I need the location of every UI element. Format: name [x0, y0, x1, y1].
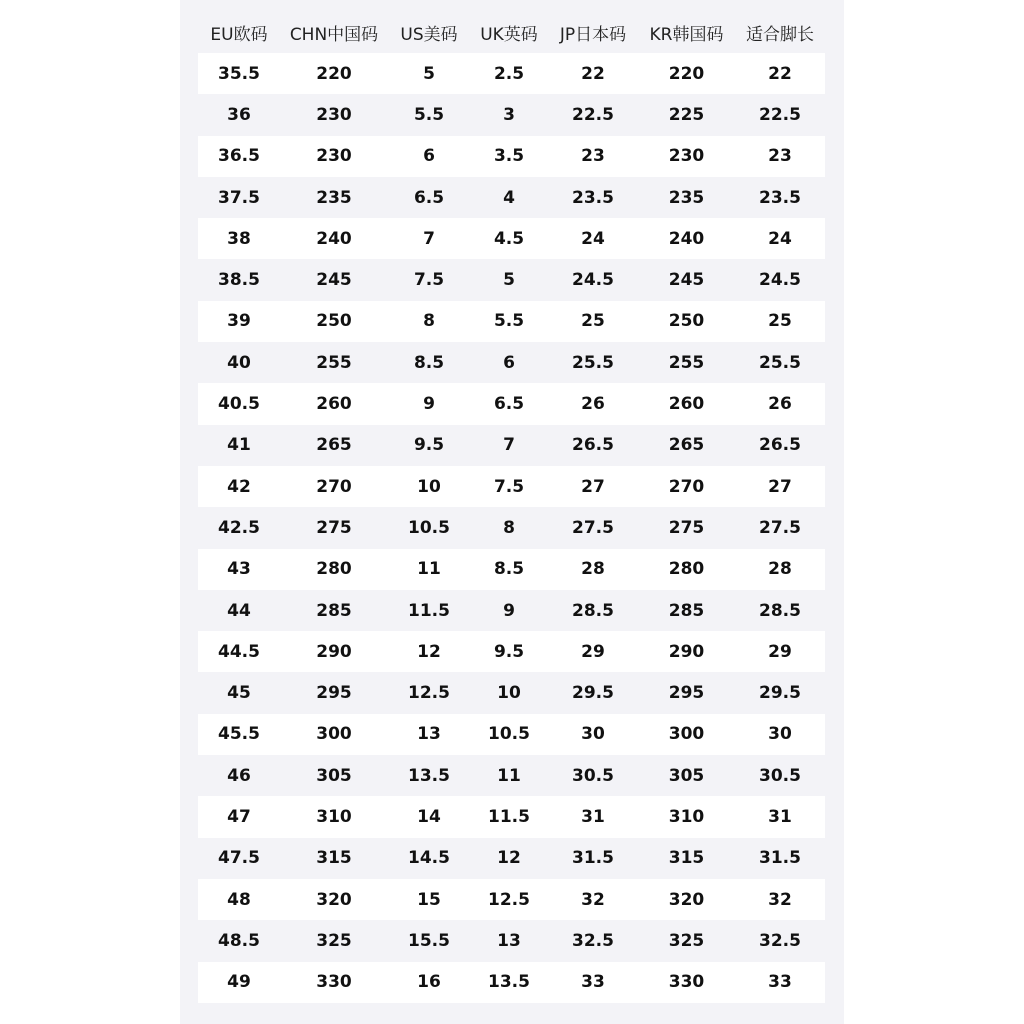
- cell-kr: 300: [668, 724, 705, 745]
- table-row: [198, 218, 825, 259]
- cell-eu: 36: [227, 104, 251, 125]
- cell-us: 7: [423, 228, 435, 249]
- cell-uk: 12: [497, 848, 521, 869]
- cell-jp: 32.5: [572, 930, 614, 951]
- cell-eu: 38: [227, 228, 251, 249]
- cell-uk: 13.5: [488, 972, 530, 993]
- table-row: [198, 425, 825, 466]
- cell-jp: 26.5: [572, 435, 614, 456]
- table-row: [198, 301, 825, 342]
- cell-eu: 49: [227, 972, 251, 993]
- table-row: [198, 755, 825, 796]
- cell-kr: 275: [668, 517, 705, 538]
- cell-uk: 8.5: [493, 559, 525, 580]
- cell-foot-length: 26.5: [759, 435, 801, 456]
- cell-uk: 10: [497, 683, 521, 704]
- cell-us: 5: [423, 63, 435, 84]
- cell-us: 9: [423, 394, 435, 415]
- cell-eu: 45.5: [218, 724, 260, 745]
- cell-eu: 41: [227, 435, 251, 456]
- cell-uk: 3.5: [493, 146, 525, 167]
- cell-eu: 36.5: [218, 146, 260, 167]
- table-row: [198, 838, 825, 879]
- cell-foot-length: 32: [768, 889, 792, 910]
- table-row: [198, 507, 825, 548]
- table-row: [198, 342, 825, 383]
- table-row: [198, 383, 825, 424]
- cell-jp: 26: [581, 394, 605, 415]
- cell-uk: 12.5: [488, 889, 530, 910]
- cell-chn: 260: [316, 394, 352, 415]
- cell-uk: 5: [503, 270, 515, 291]
- cell-foot-length: 24: [768, 228, 792, 249]
- cell-jp: 31: [581, 806, 605, 827]
- cell-eu: 35.5: [218, 63, 260, 84]
- cell-uk: 7.5: [493, 476, 525, 497]
- cell-jp: 29: [581, 641, 605, 662]
- cell-eu: 46: [227, 765, 251, 786]
- cell-us: 5.5: [413, 104, 445, 125]
- cell-jp: 27.5: [572, 517, 614, 538]
- cell-kr: 270: [668, 476, 705, 497]
- size-chart-panel: [180, 0, 844, 1024]
- cell-chn: 235: [316, 187, 352, 208]
- cell-foot-length: 27: [768, 476, 792, 497]
- cell-kr: 255: [668, 352, 705, 373]
- cell-uk: 5.5: [493, 311, 525, 332]
- cell-us: 6.5: [413, 187, 445, 208]
- cell-kr: 260: [668, 394, 705, 415]
- table-row: [198, 714, 825, 755]
- cell-uk: 10.5: [488, 724, 530, 745]
- cell-kr: 245: [668, 270, 705, 291]
- cell-eu: 38.5: [218, 270, 260, 291]
- cell-foot-length: 29.5: [759, 683, 801, 704]
- cell-us: 12.5: [408, 683, 450, 704]
- cell-chn: 290: [316, 641, 352, 662]
- cell-foot-length: 28: [768, 559, 792, 580]
- cell-foot-length: 31.5: [759, 848, 801, 869]
- header-us: US美码: [400, 24, 458, 45]
- cell-eu: 42.5: [218, 517, 260, 538]
- cell-uk: 4: [503, 187, 515, 208]
- cell-kr: 265: [668, 435, 705, 456]
- cell-jp: 28: [581, 559, 605, 580]
- table-header: [198, 12, 825, 52]
- cell-chn: 275: [316, 517, 352, 538]
- cell-us: 12: [417, 641, 441, 662]
- table-row: [198, 177, 825, 218]
- cell-us: 7.5: [413, 270, 445, 291]
- cell-uk: 7: [503, 435, 515, 456]
- cell-chn: 240: [316, 228, 352, 249]
- cell-eu: 44.5: [218, 641, 260, 662]
- table-row: [198, 590, 825, 631]
- cell-foot-length: 29: [768, 641, 792, 662]
- table-row: [198, 920, 825, 961]
- cell-kr: 225: [668, 104, 705, 125]
- cell-jp: 33: [581, 972, 605, 993]
- cell-foot-length: 30: [768, 724, 792, 745]
- cell-kr: 290: [668, 641, 705, 662]
- header-eu: EU欧码: [210, 24, 268, 45]
- cell-chn: 265: [316, 435, 352, 456]
- cell-us: 13: [417, 724, 441, 745]
- table-row: [198, 962, 825, 1003]
- table-row: [198, 549, 825, 590]
- table-row: [198, 672, 825, 713]
- cell-jp: 25.5: [572, 352, 614, 373]
- cell-foot-length: 22.5: [759, 104, 801, 125]
- header-chn: CHN中国码: [289, 24, 379, 45]
- cell-chn: 280: [316, 559, 352, 580]
- cell-kr: 285: [668, 600, 705, 621]
- cell-jp: 25: [581, 311, 605, 332]
- cell-eu: 45: [227, 683, 251, 704]
- cell-jp: 22.5: [572, 104, 614, 125]
- table-row: [198, 53, 825, 94]
- cell-foot-length: 23.5: [759, 187, 801, 208]
- cell-eu: 47.5: [218, 848, 260, 869]
- cell-chn: 295: [316, 683, 352, 704]
- cell-chn: 330: [316, 972, 352, 993]
- table-row: [198, 796, 825, 837]
- cell-uk: 9.5: [493, 641, 525, 662]
- cell-eu: 42: [227, 476, 251, 497]
- cell-kr: 325: [668, 930, 705, 951]
- cell-jp: 29.5: [572, 683, 614, 704]
- cell-uk: 9: [503, 600, 515, 621]
- cell-jp: 22: [581, 63, 605, 84]
- cell-uk: 6: [503, 352, 515, 373]
- cell-kr: 320: [668, 889, 705, 910]
- table-row: [198, 259, 825, 300]
- cell-chn: 320: [316, 889, 352, 910]
- cell-us: 8.5: [413, 352, 445, 373]
- cell-jp: 31.5: [572, 848, 614, 869]
- table-row: [198, 631, 825, 672]
- cell-foot-length: 28.5: [759, 600, 801, 621]
- cell-chn: 255: [316, 352, 352, 373]
- cell-chn: 310: [316, 806, 352, 827]
- cell-us: 11: [417, 559, 441, 580]
- cell-eu: 40.5: [218, 394, 260, 415]
- cell-kr: 235: [668, 187, 705, 208]
- cell-kr: 315: [668, 848, 705, 869]
- table-row: [198, 136, 825, 177]
- cell-jp: 27: [581, 476, 605, 497]
- cell-uk: 4.5: [493, 228, 525, 249]
- cell-foot-length: 30.5: [759, 765, 801, 786]
- header-jp: JP日本码: [559, 24, 627, 45]
- cell-us: 10: [417, 476, 441, 497]
- cell-chn: 285: [316, 600, 352, 621]
- cell-kr: 305: [668, 765, 705, 786]
- cell-chn: 220: [316, 63, 352, 84]
- cell-chn: 230: [316, 104, 352, 125]
- cell-eu: 40: [227, 352, 251, 373]
- table-body: [198, 53, 825, 1003]
- cell-eu: 39: [227, 311, 251, 332]
- cell-us: 6: [423, 146, 435, 167]
- cell-chn: 325: [316, 930, 352, 951]
- cell-jp: 28.5: [572, 600, 614, 621]
- cell-jp: 24: [581, 228, 605, 249]
- cell-eu: 44: [227, 600, 251, 621]
- cell-foot-length: 25: [768, 311, 792, 332]
- cell-chn: 315: [316, 848, 352, 869]
- cell-foot-length: 31: [768, 806, 792, 827]
- cell-us: 13.5: [408, 765, 450, 786]
- cell-chn: 270: [316, 476, 352, 497]
- cell-eu: 47: [227, 806, 251, 827]
- cell-kr: 220: [668, 63, 705, 84]
- cell-kr: 310: [668, 806, 705, 827]
- cell-uk: 11.5: [488, 806, 530, 827]
- cell-eu: 48: [227, 889, 251, 910]
- cell-chn: 245: [316, 270, 352, 291]
- cell-foot-length: 23: [768, 146, 792, 167]
- cell-uk: 2.5: [493, 63, 525, 84]
- cell-foot-length: 26: [768, 394, 792, 415]
- cell-us: 14: [417, 806, 441, 827]
- cell-kr: 250: [668, 311, 705, 332]
- cell-us: 14.5: [408, 848, 450, 869]
- cell-kr: 295: [668, 683, 705, 704]
- cell-chn: 300: [316, 724, 352, 745]
- cell-us: 15: [417, 889, 441, 910]
- cell-uk: 6.5: [493, 394, 525, 415]
- cell-eu: 48.5: [218, 930, 260, 951]
- cell-chn: 230: [316, 146, 352, 167]
- header-uk: UK英码: [480, 24, 538, 45]
- cell-jp: 32: [581, 889, 605, 910]
- cell-chn: 250: [316, 311, 352, 332]
- cell-kr: 240: [668, 228, 705, 249]
- cell-jp: 23: [581, 146, 605, 167]
- cell-eu: 37.5: [218, 187, 260, 208]
- cell-uk: 3: [503, 104, 515, 125]
- cell-kr: 330: [668, 972, 705, 993]
- cell-jp: 30: [581, 724, 605, 745]
- cell-jp: 24.5: [572, 270, 614, 291]
- cell-foot-length: 33: [768, 972, 792, 993]
- cell-kr: 230: [668, 146, 705, 167]
- header-kr: KR韩国码: [649, 24, 724, 45]
- cell-us: 16: [417, 972, 441, 993]
- cell-foot-length: 25.5: [759, 352, 801, 373]
- cell-kr: 280: [668, 559, 705, 580]
- cell-uk: 8: [503, 517, 515, 538]
- cell-uk: 13: [497, 930, 521, 951]
- cell-chn: 305: [316, 765, 352, 786]
- table-row: [198, 879, 825, 920]
- cell-foot-length: 32.5: [759, 930, 801, 951]
- cell-foot-length: 24.5: [759, 270, 801, 291]
- cell-jp: 30.5: [572, 765, 614, 786]
- cell-foot-length: 22: [768, 63, 792, 84]
- cell-us: 15.5: [408, 930, 450, 951]
- table-row: [198, 94, 825, 135]
- cell-eu: 43: [227, 559, 251, 580]
- cell-us: 8: [423, 311, 435, 332]
- cell-us: 11.5: [408, 600, 450, 621]
- cell-uk: 11: [497, 765, 521, 786]
- cell-us: 10.5: [408, 517, 450, 538]
- cell-foot-length: 27.5: [759, 517, 801, 538]
- cell-us: 9.5: [413, 435, 445, 456]
- table-row: [198, 466, 825, 507]
- cell-jp: 23.5: [572, 187, 614, 208]
- header-foot-length: 适合脚长: [746, 24, 814, 45]
